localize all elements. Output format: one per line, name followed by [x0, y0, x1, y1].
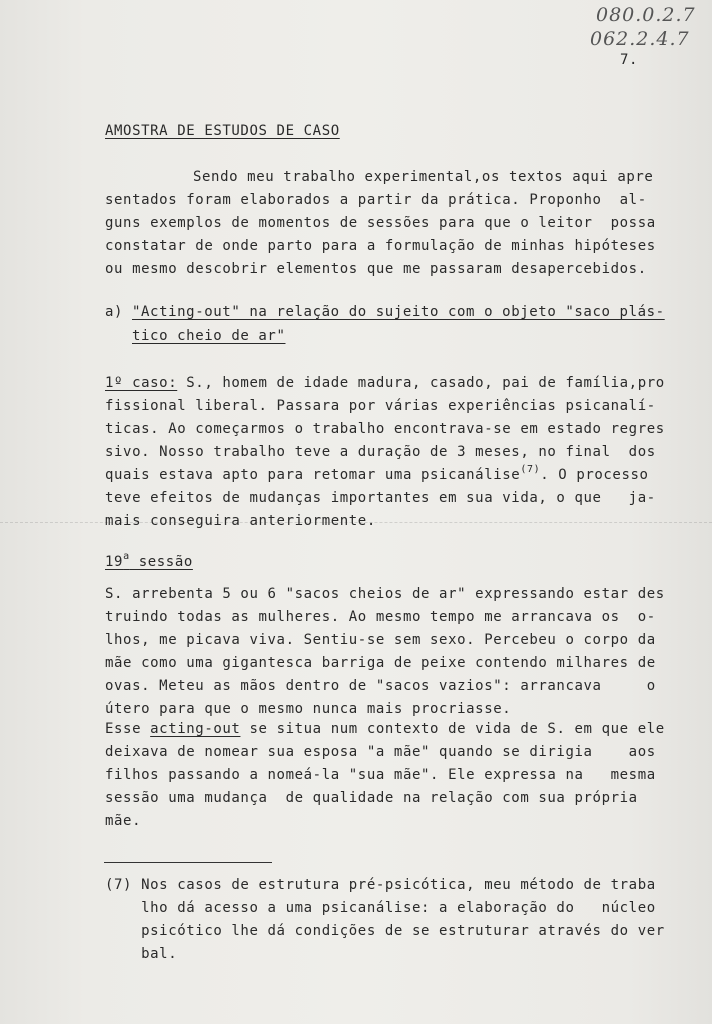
session-superscript: a — [123, 551, 130, 562]
intro-line: Sendo meu trabalho experimental,os textos aqui apre — [193, 169, 654, 185]
case-line-text: quais estava apto para retomar uma psicanálise — [105, 467, 521, 483]
footnote-line: psicótico lhe dá condições de se estruturar através do ver — [105, 923, 665, 939]
esse-text: se situa num contexto de vida de S. em que ele — [240, 721, 665, 737]
section-marker: a) — [105, 304, 124, 320]
footnote-line: bal. — [105, 946, 178, 962]
session-number: 19 — [105, 554, 124, 570]
session-line: mãe como uma gigantesca barriga de peixe contendo milhares de — [105, 655, 656, 671]
case-line-text: S., homem de idade madura, casado, pai de família,pro — [177, 375, 665, 391]
acting-out-term: acting-out — [150, 721, 241, 737]
session-word: sessão — [129, 554, 193, 570]
intro-line: sentados foram elaborados a partir da prática. Proponho al- — [105, 192, 647, 208]
archive-code-2: 062.2.4.7 — [590, 28, 690, 50]
section-title: "Acting-out" na relação do sujeito com o objeto "saco plás- — [132, 304, 665, 320]
intro-line: constatar de onde parto para a formulação de minhas hipóteses — [105, 238, 656, 254]
case-line: teve efeitos de mudanças importantes em sua vida, o que ja- — [105, 490, 656, 506]
session-line: truindo todas as mulheres. Ao mesmo tempo me arrancava os o- — [105, 609, 656, 625]
session-line: ovas. Meteu as mãos dentro de "sacos vazios": arrancava o — [105, 678, 656, 694]
footnote-line: lho dá acesso a uma psicanálise: a elaboração do núcleo — [105, 900, 656, 916]
case-line: mais conseguira anteriormente. — [105, 513, 376, 529]
case-line: fissional liberal. Passara por várias experiências psicanalí- — [105, 398, 656, 414]
intro-line: guns exemplos de momentos de sessões para que o leitor possa — [105, 215, 656, 231]
esse-text: Esse — [105, 721, 151, 737]
footnote-separator — [104, 862, 272, 863]
case-line: ticas. Ao começarmos o trabalho encontrava-se em estado regres — [105, 421, 665, 437]
case-label: 1º caso: — [105, 375, 178, 391]
archive-code-1: 080.0.2.7 — [596, 4, 696, 26]
case-line-text: . O processo — [540, 467, 649, 483]
esse-line: deixava de nomear sua esposa "a mãe" quando se dirigia aos — [105, 744, 656, 760]
esse-first-line — [105, 720, 665, 738]
section-title-cont: tico cheio de ar" — [132, 328, 286, 344]
footnote-line: (7) Nos casos de estrutura pré-psicótica, meu método de traba — [105, 877, 656, 893]
case-line: sivo. Nosso trabalho teve a duração de 3 meses, no final dos — [105, 444, 656, 460]
footnote-ref: (7) — [520, 464, 541, 475]
esse-line: sessão uma mudança de qualidade na relação com sua própria — [105, 790, 638, 806]
case-line-footnote — [105, 466, 649, 486]
case-first-line — [105, 374, 665, 392]
session-line: S. arrebenta 5 ou 6 "sacos cheios de ar" expressando estar des — [105, 586, 665, 602]
session-heading — [105, 553, 193, 573]
esse-line: filhos passando a nomeá-la "sua mãe". Ele expressa na mesma — [105, 767, 656, 783]
page-number: 7. — [620, 52, 639, 68]
session-line: lhos, me picava viva. Sentiu-se sem sexo. Percebeu o corpo da — [105, 632, 656, 648]
intro-line: ou mesmo descobrir elementos que me passaram desapercebidos. — [105, 261, 647, 277]
esse-line: mãe. — [105, 813, 142, 829]
page-heading: AMOSTRA DE ESTUDOS DE CASO — [105, 123, 340, 139]
session-line: útero para que o mesmo nunca mais procriasse. — [105, 701, 512, 717]
